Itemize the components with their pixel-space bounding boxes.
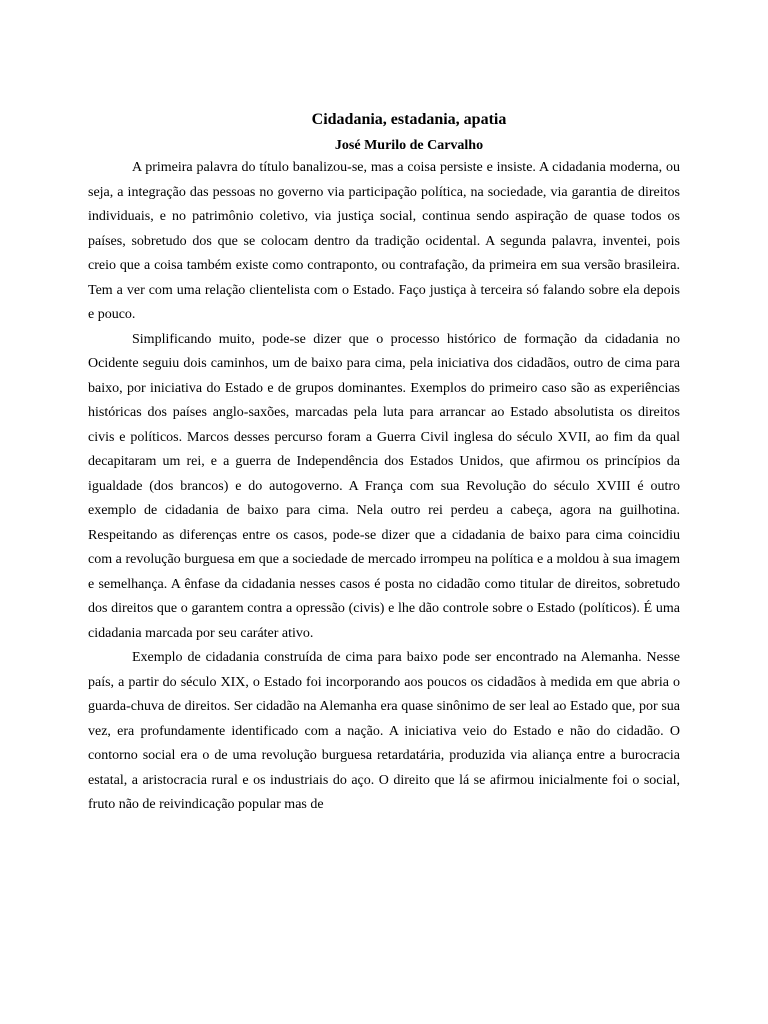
document-author: José Murilo de Carvalho	[334, 138, 484, 153]
paragraph-3: Exemplo de cidadania construída de cima para baixo pode ser encontrado na Alemanha. Nesse país, a partir do século XIX, o Estado foi incorporando aos poucos os cidadãos à medida em que abria o guarda-chuva de direitos. Ser cidadão na Alemanha era quase sinônimo de ser leal ao Estado que, por sua vez, era profundamente identificado com a nação. A iniciativa veio do Estado e não do cidadão. O contorno social era o de uma revolução burguesa retardatária, produzida via aliança entre a burocracia estatal, a aristocracia rural e os industriais do aço. O direito que lá se afirmou inicialmente foi o social, fruto não de reivindicação popular mas de	[88, 650, 680, 812]
paragraph-1: A primeira palavra do título banalizou-se, mas a coisa persiste e insiste. A cidadania moderna, ou seja, a integração das pessoas no governo via participação política, na sociedade, via garantia de direitos individuais, e no patrimônio coletivo, via justiça social, continua sendo aspiração de quase todos os países, sobretudo dos que se colocam dentro da tradição ocidental. A segunda palavra, inventei, pois creio que a coisa também existe como contraponto, ou contrafação, da primeira em sua versão brasileira. Tem a ver com uma relação clientelista com o Estado. Faço justiça à terceira só falando sobre ela depois e pouco.	[88, 160, 680, 322]
document-title: Cidadania, estadania, apatia	[311, 111, 507, 128]
document-page	[88, 108, 680, 818]
paragraph-2: Simplificando muito, pode-se dizer que o processo histórico de formação da cidadania no Ocidente seguiu dois caminhos, um de baixo para cima, pela iniciativa dos cidadãos, outro de cima para baixo, por iniciativa do Estado e de grupos dominantes. Exemplos do primeiro caso são as experiências históricas dos países anglo-saxões, marcadas pela luta para arrancar ao Estado absolutista os direitos civis e políticos. Marcos desses percurso foram a Guerra Civil inglesa do século XVII, ao fim da qual decapitaram um rei, e a guerra de Independência dos Estados Unidos, que afirmou os princípios da igualdade (dos brancos) e do autogoverno. A França com sua Revolução do século XVIII é outro exemplo de cidadania de baixo para cima. Nela outro rei perdeu a cabeça, agora na guilhotina. Respeitando as diferenças entre os casos, pode-se dizer que a cidadania de baixo para cima coincidiu com a revolução burguesa em que a sociedade de mercado irrompeu na política e a moldou à sua imagem e semelhança. A ênfase da cidadania nesses casos é posta no cidadão como titular de direitos, sobretudo dos direitos que o garantem contra a opressão (civis) e lhe dão controle sobre o Estado (políticos). É uma cidadania marcada por seu caráter ativo.	[88, 331, 680, 641]
